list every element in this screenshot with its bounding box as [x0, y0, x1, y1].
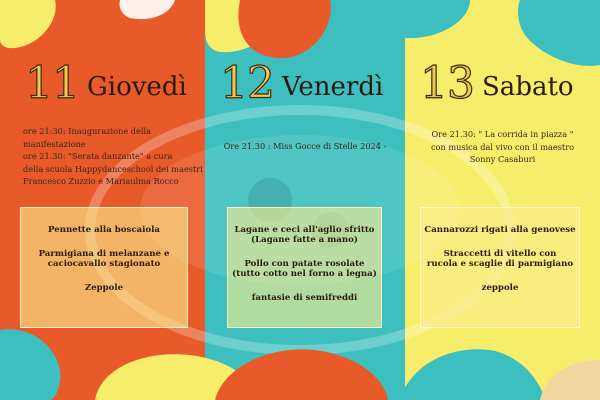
day-name: Sabato [482, 72, 574, 102]
day-header [420, 58, 574, 109]
day-header [25, 58, 187, 109]
day-name: Venerdì [282, 72, 384, 102]
day-column-venerdi [205, 0, 405, 400]
menu-box [227, 207, 382, 328]
menu-dish: Pollo con patate rosolate (tutto cotto nel forno a legna) [232, 259, 377, 279]
event-line: Francesco Zuzzio e Mariaulma Rocco [23, 176, 179, 186]
event-list [23, 125, 203, 188]
menu-dish: Zeppole [84, 283, 124, 293]
event-line: Ore 21.30 : Miss Gocce di Stelle 2024 - [223, 141, 387, 151]
menu-dish: Cannarozzi rigati alla genovese [424, 225, 576, 235]
day-number: 11 [25, 58, 79, 109]
day-number: 13 [420, 58, 474, 109]
event-line: con musica dal vivo con il maestro [430, 141, 575, 152]
menu-dish: Straccetti di vitello con rucola e scaglie di parmigiano [426, 249, 574, 269]
menu-box [20, 207, 188, 328]
menu-box [420, 207, 580, 328]
day-column-sabato [405, 0, 600, 400]
event-line: ore 21:30: Inaugurazione della manifestazione [23, 126, 152, 149]
event-line: ore 21.30: "Serata danzante" a cura [23, 151, 173, 161]
menu-dish: zeppole [481, 283, 519, 293]
event-list [205, 140, 405, 153]
event-list [405, 128, 600, 166]
event-line: Sonny Casaburi [469, 154, 536, 164]
event-line: della scuola Happydanceschool dei maestri [23, 163, 203, 174]
day-name: Giovedì [87, 72, 187, 102]
menu-dish: Lagane e ceci all'aglio sfritto (Lagane fatte a mano) [234, 225, 375, 245]
menu-dish: Parmigiana di melanzane e caciocavallo stagionato [38, 249, 170, 269]
day-column-giovedi [0, 0, 205, 400]
menu-dish: Pennette alla boscaiola [48, 225, 160, 235]
day-number: 12 [220, 58, 274, 109]
menu-dish: fantasie di semifreddi [251, 293, 358, 303]
event-line: Ore 21.30: " La corrida in piazza " [431, 129, 574, 139]
day-header [220, 58, 384, 109]
